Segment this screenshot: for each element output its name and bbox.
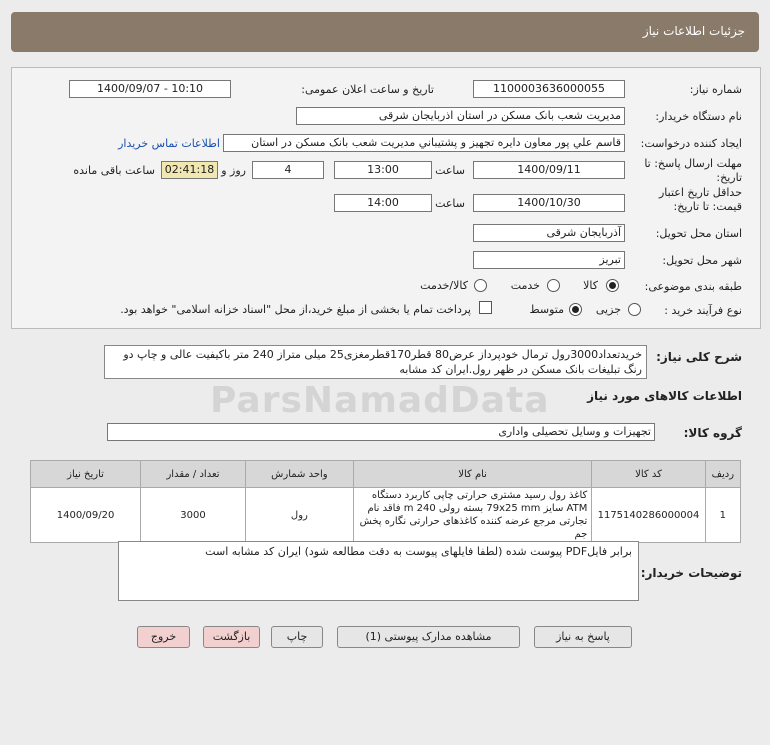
print-button[interactable]: چاپ <box>271 626 323 648</box>
summary-text: خریدتعداد3000رول ترمال خودپرداز عرض80 قطر170قطرمغزی25 میلی متراز 240 متر باکیفیت عالی و چاپ دو رنگ تبلیغات بانک مسکن در ظهر رول.ایران کد مشابه <box>104 345 647 379</box>
goods-group-field: تجهیزات و وسایل تحصیلی واداری <box>107 423 655 441</box>
category-radio-service[interactable] <box>547 279 560 292</box>
announce-label: تاریخ و ساعت اعلان عمومی: <box>301 83 434 96</box>
validity-time-field: 14:00 <box>334 194 432 212</box>
exit-button[interactable]: خروج <box>137 626 190 648</box>
goods-group-label: گروه کالا: <box>683 426 742 440</box>
deadline-label: مهلت ارسال پاسخ: تا تاریخ: <box>644 157 742 184</box>
col-date: تاریخ نیاز <box>31 461 141 488</box>
days-field: 4 <box>252 161 324 179</box>
need-number-field: 1100003636000055 <box>473 80 625 98</box>
watermark: ParsNamadData <box>210 380 550 421</box>
days-label: روز و <box>221 164 246 177</box>
process-radio-minor[interactable] <box>628 303 641 316</box>
summary-label: شرح کلی نیاز: <box>656 350 742 364</box>
cell-unit: رول <box>245 488 353 543</box>
goods-section-title: اطلاعات کالاهای مورد نیاز <box>587 389 742 403</box>
notes-label: توضیحات خریدار: <box>640 566 742 580</box>
cell-name: کاغذ رول رسید مشتری حرارتی چاپی کاربرد دستگاه ATM سایز 79x25 mm بسته رولی 240 m فاقد نام تجارتی مرجع عرضه کننده کاغذهای حرارتی نگاره پخش جم <box>353 488 591 543</box>
province-field: آذربایجان شرقی <box>473 224 625 242</box>
payment-note: پرداخت تمام یا بخشی از مبلغ خرید،از محل "اسناد خزانه اسلامی" خواهد بود. <box>120 303 471 316</box>
category-radio-goods[interactable] <box>606 279 619 292</box>
page-header <box>11 12 759 52</box>
cell-index: 1 <box>705 488 740 543</box>
validity-date-field: 1400/10/30 <box>473 194 625 212</box>
creator-field: قاسم علي پور معاون دايره تجهيز و پشتيباني مديريت شعب بانک مسکن در استان <box>223 134 625 152</box>
contact-link[interactable]: اطلاعات تماس خریدار <box>118 137 220 150</box>
creator-label: ایجاد کننده درخواست: <box>640 137 742 150</box>
treasury-checkbox[interactable] <box>479 301 492 314</box>
cell-date: 1400/09/20 <box>31 488 141 543</box>
col-code: کد کالا <box>592 461 705 488</box>
notes-text: برابر فایلPDF پیوست شده (لطفا فایلهای پیوست به دقت مطالعه شود) ایران کد مشابه است <box>118 541 639 601</box>
table-row <box>31 488 741 543</box>
back-button[interactable]: بازگشت <box>203 626 260 648</box>
process-option-minor: جزیی <box>595 303 621 316</box>
col-index: ردیف <box>705 461 740 488</box>
col-unit: واحد شمارش <box>245 461 353 488</box>
validity-time-label: ساعت <box>435 197 465 210</box>
category-radio-both[interactable] <box>474 279 487 292</box>
buyer-label: نام دستگاه خریدار: <box>655 110 742 123</box>
deadline-time-field: 13:00 <box>334 161 432 179</box>
page-title: جزئیات اطلاعات نیاز <box>642 24 745 38</box>
announce-field: 1400/09/07 - 10:10 <box>69 80 231 98</box>
category-option-goods: کالا <box>583 279 598 292</box>
province-label: استان محل تحویل: <box>655 227 742 240</box>
deadline-time-label: ساعت <box>435 164 465 177</box>
category-option-service: خدمت <box>510 279 540 292</box>
attachments-button[interactable]: مشاهده مدارک پیوستی (1) <box>337 626 520 648</box>
col-name: نام کالا <box>353 461 591 488</box>
validity-label: حداقل تاریخ اعتبار قیمت: تا تاریخ: <box>658 186 742 213</box>
city-label: شهر محل تحویل: <box>662 254 742 267</box>
process-option-medium: متوسط <box>529 303 564 316</box>
city-field: تبریز <box>473 251 625 269</box>
table-header-row <box>31 461 741 488</box>
category-option-both: کالا/خدمت <box>420 279 468 292</box>
col-qty: تعداد / مقدار <box>141 461 246 488</box>
cell-code: 1175140286000004 <box>592 488 705 543</box>
need-number-label: شماره نیاز: <box>689 83 742 96</box>
buyer-field: مدیریت شعب بانک مسکن در استان اذربایجان شرقی <box>296 107 625 125</box>
cell-qty: 3000 <box>141 488 246 543</box>
reply-button[interactable]: پاسخ به نیاز <box>534 626 632 648</box>
remaining-label: ساعت باقی مانده <box>73 164 155 177</box>
deadline-date-field: 1400/09/11 <box>473 161 625 179</box>
remaining-time-field: 02:41:18 <box>161 161 218 179</box>
process-radio-medium[interactable] <box>569 303 582 316</box>
process-label: نوع فرآیند خرید : <box>664 304 742 317</box>
goods-table <box>30 460 741 543</box>
category-label: طبقه بندی موضوعی: <box>644 280 742 293</box>
